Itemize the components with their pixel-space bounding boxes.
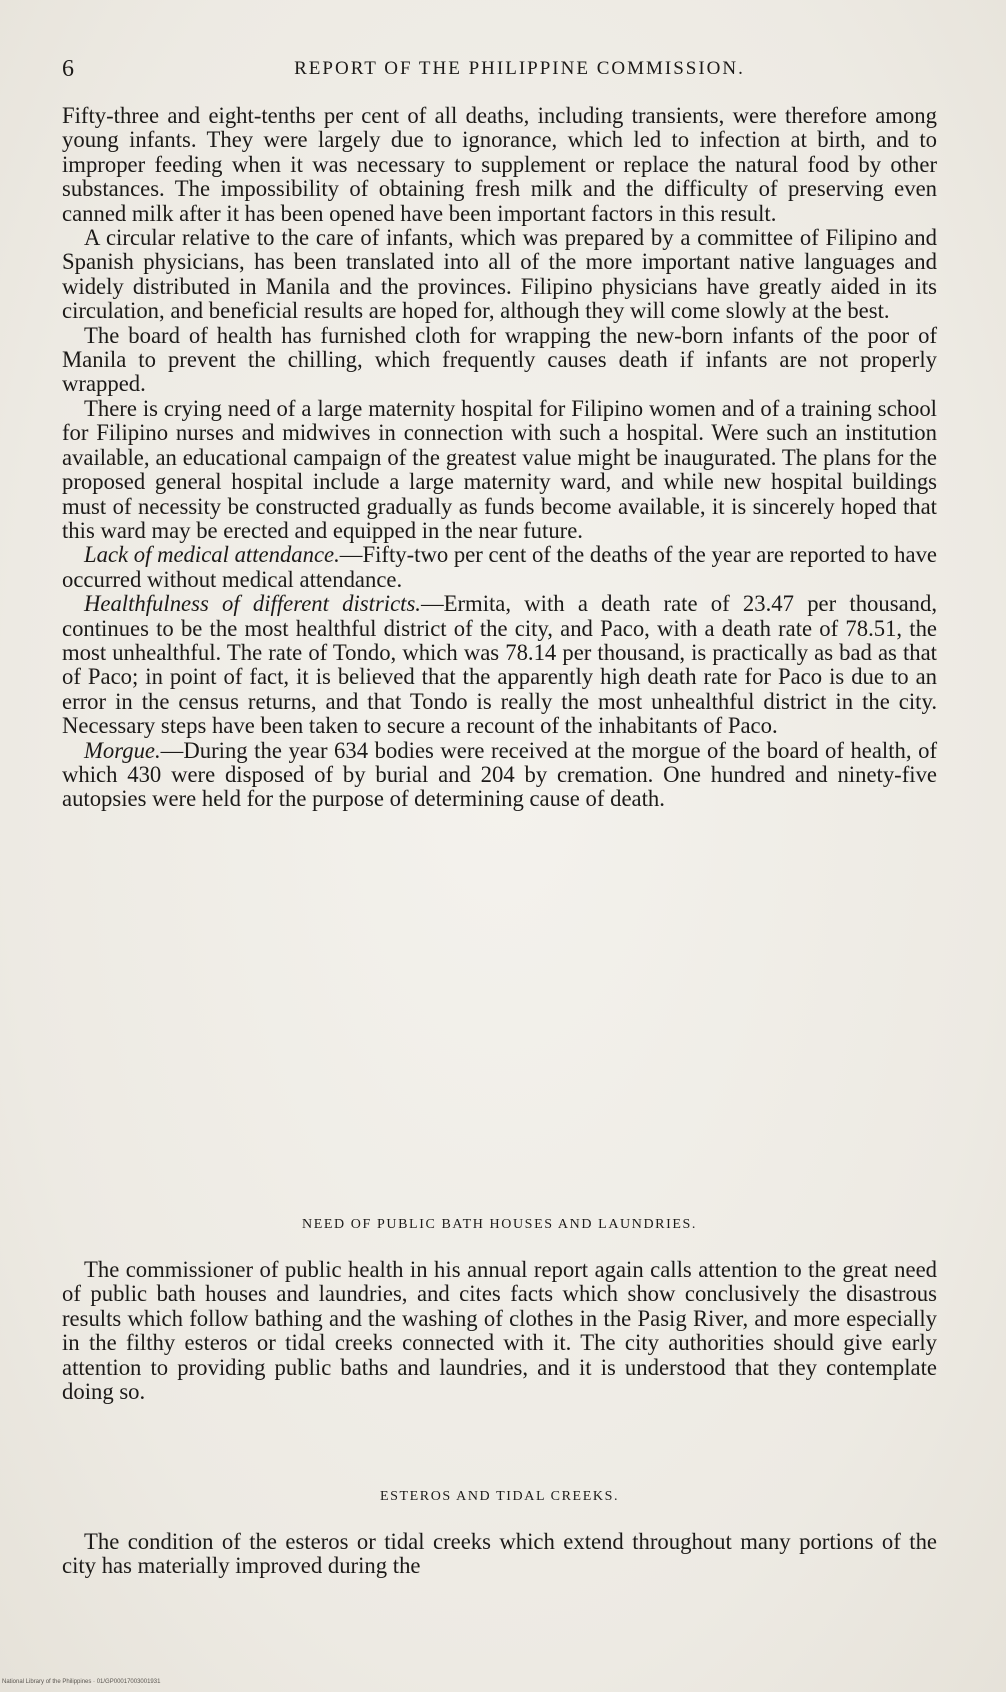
paragraph-medical-attendance <box>62 543 937 592</box>
main-text-block <box>62 104 937 812</box>
running-head <box>62 54 937 84</box>
paragraph-morgue-text: —During the year 634 bodies were received at the morgue of the board of health, of which 430 were disposed of by burial and 204 by cremation. One hundred and ninety-five autopsies were held for the purpose of determining cause of death. <box>62 737 937 812</box>
paragraph-morgue-title: Morgue. <box>84 737 161 763</box>
section-heading-esteros: ESTEROS AND TIDAL CREEKS. <box>379 1489 620 1504</box>
paragraph-district-healthfulness <box>62 592 937 738</box>
bath-houses-text-block <box>62 1258 937 1404</box>
paragraph-maternity-hospital: There is crying need of a large maternity hospital for Filipino women and of a training school for Filipino nurses and midwives in connection with such a hospital. Were such an institution available, an educational campaign of the greatest value might be inaugurated. The plans for the proposed general hospital include a large maternity ward, and while new hospital buildings must of necessity be constructed gradually as funds become available, it is sincerely hoped that this ward may be erected and equipped in the near future. <box>62 395 937 543</box>
esteros-text-block <box>62 1530 937 1579</box>
paragraph-wrapping-cloth: The board of health has furnished cloth for wrapping the new-born infants of the poor of Manila to prevent the chilling, which frequently causes death if infants are not properly wrapped. <box>62 322 937 397</box>
paragraph-infant-deaths: Fifty-three and eight-tenths per cent of all deaths, including transients, were therefore among young infants. They were largely due to ignorance, which led to infection at birth, and to improper feeding when it was necessary to supplement or replace the natural food by other substances. The impossibility of obtaining fresh milk and the difficulty of preserving even canned milk after it has been opened have been important factors in this result. <box>62 103 937 226</box>
paragraph-district-healthfulness-title: Healthfulness of different districts. <box>84 591 421 617</box>
paragraph-medical-attendance-title: Lack of medical attendance. <box>84 542 340 568</box>
scan-footer-note: National Library of the Philippines · 01/GP00017003001931 <box>2 1679 161 1685</box>
paragraph-district-healthfulness-text: —Ermita, with a death rate of 23.47 per thousand, continues to be the most healthful district of the city, and Paco, with a death rate of 78.51, the most unhealthful. The rate of Tondo, which was 78.14 per thousand, is practically as bad as that of Paco; in point of fact, it is believed that the apparently high death rate for Paco is due to an error in the census returns, and that Tondo is really the most unhealthful district in the city. Necessary steps have been taken to secure a recount of the inhabitants of Paco. <box>62 591 937 739</box>
page-number: 6 <box>62 56 74 82</box>
paragraph-esteros: The condition of the esteros or tidal creeks which extend throughout many portions of the city has materially improved during the <box>62 1529 937 1579</box>
section-heading-bath-houses: NEED OF PUBLIC BATH HOUSES AND LAUNDRIES. <box>301 1217 697 1232</box>
paragraph-morgue <box>62 739 937 812</box>
paragraph-circular: A circular relative to the care of infants, which was prepared by a committee of Filipino and Spanish physicians, has been translated into all of the more important native languages and widely distributed in Manila and the provinces. Filipino physicians have greatly aided in its circulation, and beneficial results are hoped for, although they will come slowly at the best. <box>62 225 937 324</box>
paragraph-bath-houses: The commissioner of public health in his annual report again calls attention to the great need of public bath houses and laundries, and cites facts which show conclusively the disastrous results which follow bathing and the washing of clothes in the Pasig River, and more especially in the filthy esteros or tidal creeks connected with it. The city authorities should give early attention to providing public baths and laundries, and it is understood that they contemplate doing so. <box>62 1257 937 1405</box>
paragraph-medical-attendance-text: —Fifty-two per cent of the deaths of the year are reported to have occurred without medical attendance. <box>62 542 937 592</box>
running-title: REPORT OF THE PHILIPPINE COMMISSION. <box>294 58 745 79</box>
